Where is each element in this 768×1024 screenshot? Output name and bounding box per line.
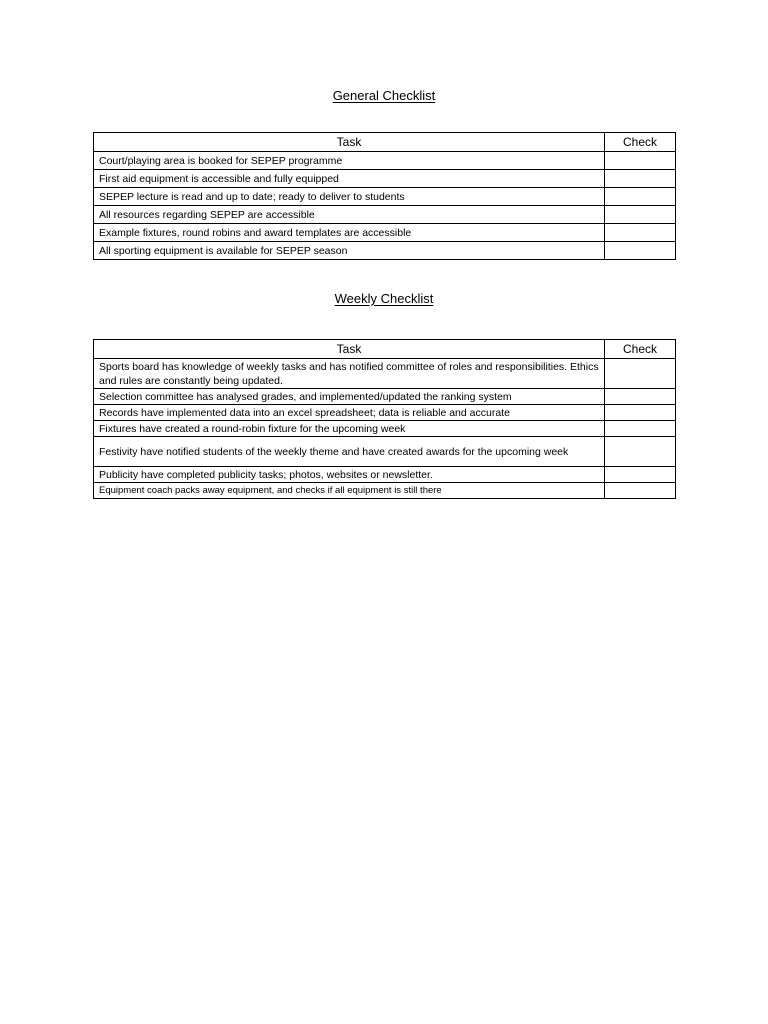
table-row xyxy=(94,188,676,206)
weekly-checklist-title: Weekly Checklist xyxy=(334,291,434,306)
check-cell[interactable] xyxy=(605,206,676,224)
table-row xyxy=(94,242,676,260)
task-cell: Festivity have notified students of the weekly theme and have created awards for the upcoming week xyxy=(94,437,605,467)
task-cell: Equipment coach packs away equipment, and checks if all equipment is still there xyxy=(94,483,605,499)
task-cell: All sporting equipment is available for SEPEP season xyxy=(94,242,605,260)
table-header-row xyxy=(94,340,676,359)
table-row xyxy=(94,152,676,170)
task-column-header: Task xyxy=(94,133,605,152)
table-header-row xyxy=(94,133,676,152)
task-cell: Fixtures have created a round-robin fixture for the upcoming week xyxy=(94,421,605,437)
general-checklist-title: General Checklist xyxy=(332,88,436,103)
task-cell: Records have implemented data into an excel spreadsheet; data is reliable and accurate xyxy=(94,405,605,421)
task-cell: Publicity have completed publicity tasks; photos, websites or newsletter. xyxy=(94,467,605,483)
table-row xyxy=(94,170,676,188)
task-cell: First aid equipment is accessible and fully equipped xyxy=(94,170,605,188)
check-cell[interactable] xyxy=(605,389,676,405)
table-row xyxy=(94,483,676,499)
task-cell: Example fixtures, round robins and award templates are accessible xyxy=(94,224,605,242)
table-row xyxy=(94,206,676,224)
check-cell[interactable] xyxy=(605,152,676,170)
table-row xyxy=(94,437,676,467)
check-column-header: Check xyxy=(605,340,676,359)
check-cell[interactable] xyxy=(605,405,676,421)
check-cell[interactable] xyxy=(605,224,676,242)
table-row xyxy=(94,389,676,405)
table-row xyxy=(94,224,676,242)
check-cell[interactable] xyxy=(605,467,676,483)
check-cell[interactable] xyxy=(605,421,676,437)
check-column-header: Check xyxy=(605,133,676,152)
weekly-checklist-table xyxy=(93,339,676,499)
table-row xyxy=(94,421,676,437)
task-cell: SEPEP lecture is read and up to date; ready to deliver to students xyxy=(94,188,605,206)
check-cell[interactable] xyxy=(605,242,676,260)
check-cell[interactable] xyxy=(605,359,676,389)
table-row xyxy=(94,405,676,421)
table-row xyxy=(94,467,676,483)
task-cell: Sports board has knowledge of weekly tasks and has notified committee of roles and responsibilities. Ethics and rules are constantly being updated. xyxy=(94,359,605,389)
general-checklist-table xyxy=(93,132,676,260)
task-cell: Selection committee has analysed grades, and implemented/updated the ranking system xyxy=(94,389,605,405)
check-cell[interactable] xyxy=(605,170,676,188)
table-row xyxy=(94,359,676,389)
check-cell[interactable] xyxy=(605,483,676,499)
check-cell[interactable] xyxy=(605,188,676,206)
check-cell[interactable] xyxy=(605,437,676,467)
task-cell: Court/playing area is booked for SEPEP programme xyxy=(94,152,605,170)
task-column-header: Task xyxy=(94,340,605,359)
task-cell: All resources regarding SEPEP are accessible xyxy=(94,206,605,224)
